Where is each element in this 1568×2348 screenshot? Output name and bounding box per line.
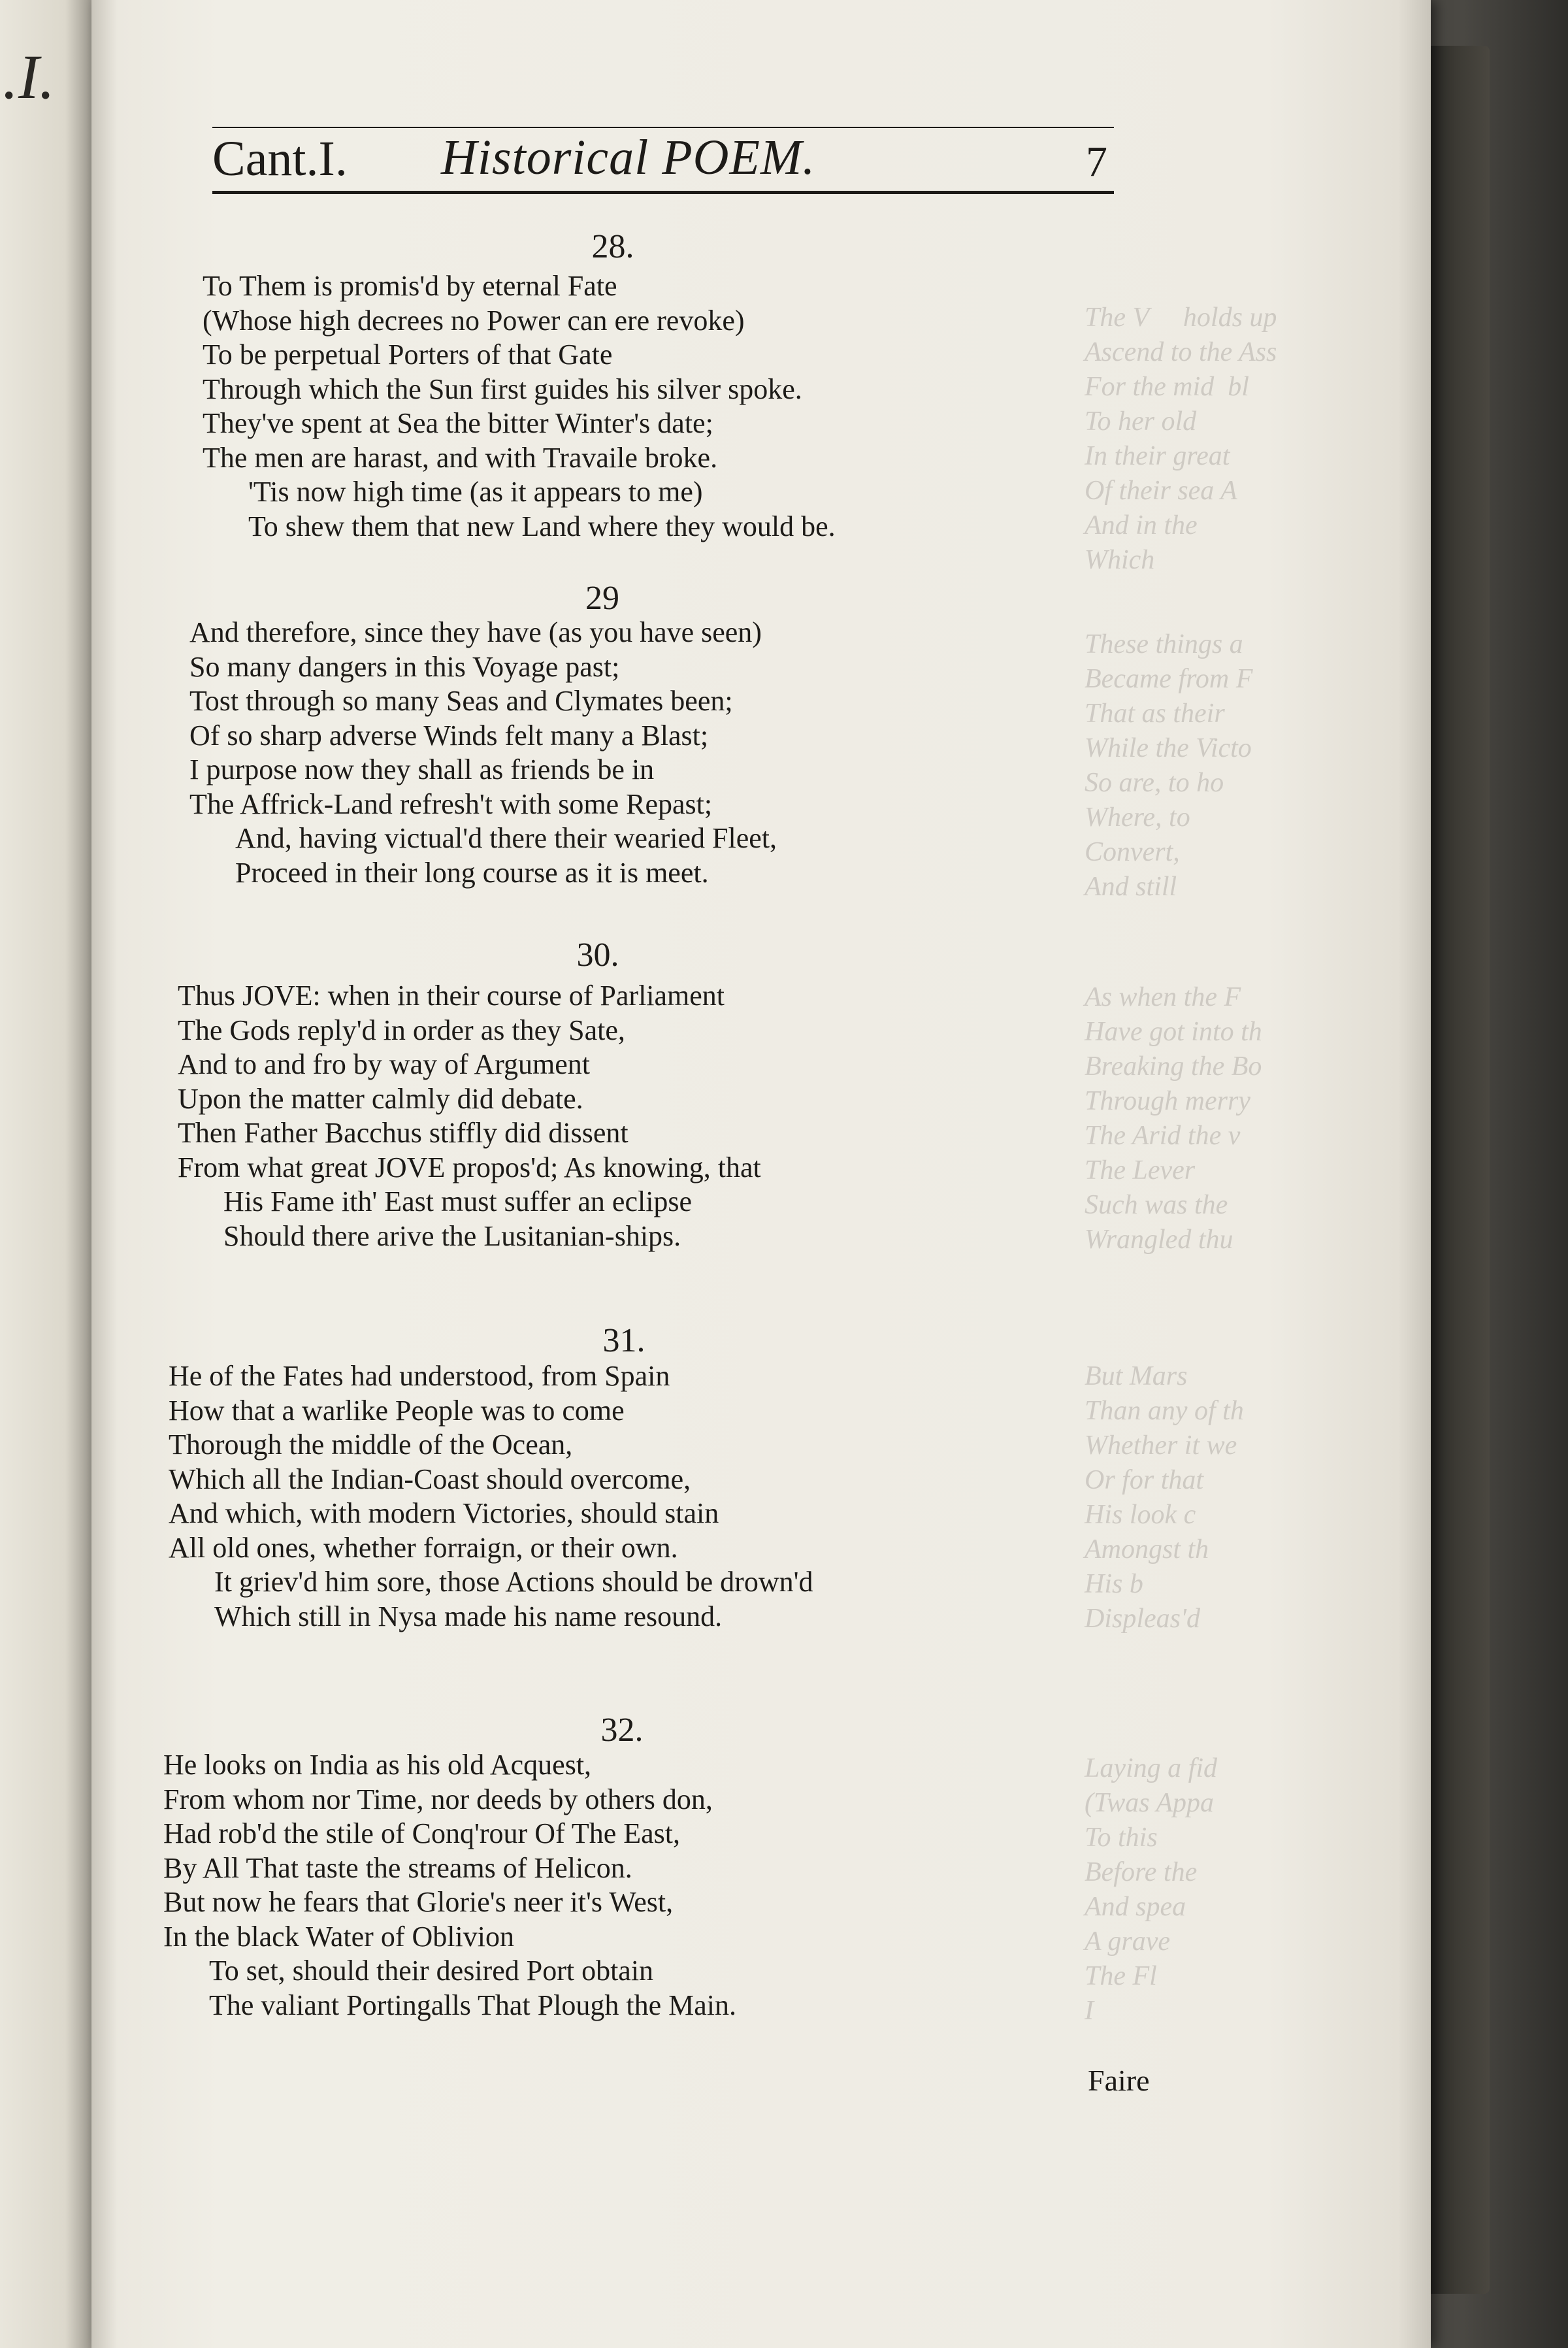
verse-line: 'Tis now high time (as it appears to me) — [248, 476, 703, 508]
verse-line: Which all the Indian-Coast should overcome, — [169, 1463, 691, 1495]
verse-line: But now he fears that Glorie's neer it's West, — [163, 1886, 674, 1918]
verse-line: To be perpetual Porters of that Gate — [203, 339, 613, 371]
verse-line: Through which the Sun first guides his silver spoke. — [203, 372, 802, 405]
verse-line: Tost through so many Seas and Clymates been; — [189, 685, 733, 717]
verse-line: They've spent at Sea the bitter Winter's date; — [203, 407, 713, 439]
verse-line: Then Father Bacchus stiffly did dissent — [178, 1117, 629, 1149]
verse-line: It griev'd him sore, those Actions should be drown'd — [214, 1566, 813, 1598]
verse-line: Of so sharp adverse Winds felt many a Blast; — [189, 719, 709, 752]
verse-line: I purpose now they shall as friends be in — [189, 753, 655, 785]
verse-line: His Fame ith' East must suffer an eclipse — [223, 1185, 693, 1217]
page-number: 7 — [1086, 138, 1107, 186]
show-through-text: As when the F Have got into th Breaking the Bo Through merry The Arid the v The Lever Such was the Wrangled thu — [1085, 982, 1262, 1255]
verse-line: Should there arive the Lusitanian-ships. — [223, 1219, 681, 1252]
verse-line: He looks on India as his old Acquest, — [163, 1749, 592, 1781]
verse-line: To set, should their desired Port obtain — [209, 1955, 654, 1987]
canto-label: Cant.I. — [212, 131, 348, 186]
stanza-30 — [178, 979, 761, 1253]
verse-line: He of the Fates had understood, from Spain — [169, 1360, 670, 1392]
verse-line: In the black Water of Oblivion — [163, 1920, 514, 1953]
stanza-number: 30. — [576, 936, 619, 974]
verse-line: By All That taste the streams of Helicon. — [163, 1851, 632, 1884]
verse-line: Thorough the middle of the Ocean, — [169, 1429, 573, 1461]
stanza-number: 29 — [585, 580, 619, 617]
stanza-29 — [189, 616, 777, 890]
stanza-number: 32. — [600, 1711, 644, 1749]
verse-line: Which still in Nysa made his name resound. — [214, 1600, 723, 1632]
verse-line: And therefore, since they have (as you have seen) — [189, 616, 762, 648]
previous-page-mark: .I. — [3, 42, 55, 112]
verse-line: Upon the matter calmly did debate. — [178, 1082, 583, 1115]
verse-line: And to and fro by way of Argument — [178, 1048, 590, 1080]
stanza-28 — [203, 269, 836, 544]
verse-line: (Whose high decrees no Power can ere revoke) — [203, 304, 745, 337]
header-rule — [212, 191, 1114, 194]
verse-line: From whom nor Time, nor deeds by others don, — [163, 1783, 713, 1815]
verse-line: To shew them that new Land where they would be. — [248, 510, 836, 542]
verse-line: The valiant Portingalls That Plough the Main. — [209, 1989, 736, 2021]
previous-page-edge — [0, 0, 91, 2348]
verse-line: All old ones, whether forraign, or their own. — [169, 1531, 678, 1564]
verse-line: The men are harast, and with Travaile broke. — [203, 441, 718, 474]
verse-line: And, having victual'd there their wearied Fleet, — [235, 822, 777, 854]
catchword: Faire — [1088, 2064, 1150, 2097]
verse-line: And which, with modern Victories, should stain — [169, 1497, 719, 1529]
verse-line: How that a warlike People was to come — [169, 1394, 625, 1427]
verse-line: Thus JOVE: when in their course of Parliament — [178, 980, 725, 1012]
running-header — [212, 125, 1114, 197]
verse-line: From what great JOVE propos'd; As knowing, that — [178, 1151, 761, 1183]
show-through-text: These things a Became from F That as their While the Victo So are, to ho Where, to Convert, And still — [1085, 629, 1253, 902]
stanza-32 — [163, 1748, 736, 2023]
verse-line: To Them is promis'd by eternal Fate — [203, 270, 617, 302]
book-cover-edge — [1431, 46, 1490, 2294]
stanza-number: 28. — [591, 228, 634, 265]
stanza-number: 31. — [602, 1322, 645, 1359]
verse-line: Proceed in their long course as it is meet. — [235, 856, 709, 889]
verse-line: Had rob'd the stile of Conq'rour Of The East, — [163, 1817, 680, 1849]
verse-line: So many dangers in this Voyage past; — [189, 650, 620, 683]
running-title: Historical POEM. — [441, 130, 816, 185]
show-through-text: The V holds up Ascend to the Ass For the mid bl To her old In their great Of their sea A And in the Which — [1085, 303, 1277, 575]
header-rule-top — [212, 127, 1114, 128]
verse-line: The Gods reply'd in order as they Sate, — [178, 1014, 625, 1046]
verse-line: The Affrick-Land refresh't with some Repast; — [189, 787, 713, 820]
show-through-text: Laying a fid (Twas Appa To this Before the And spea A grave The Fl I — [1085, 1753, 1218, 2026]
stanza-31 — [169, 1359, 813, 1634]
show-through-text: But Mars Than any of th Whether it we Or for that His look c Amongst th His b Displeas'd — [1085, 1361, 1244, 1634]
